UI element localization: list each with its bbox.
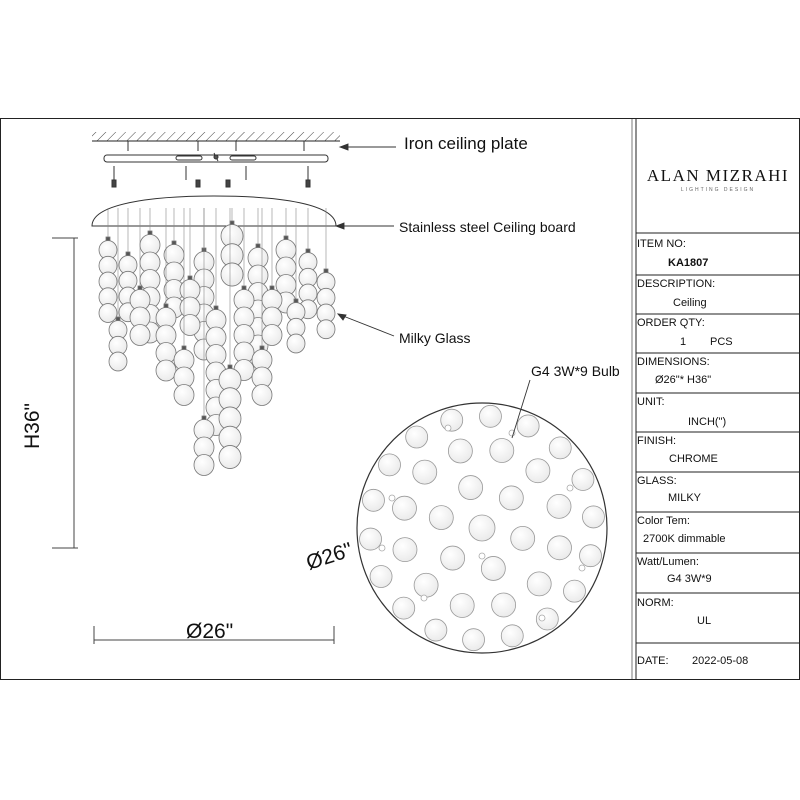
bulb-label: G4 3W*9 Bulb [531, 363, 620, 379]
stainless-steel-ceiling-board [92, 196, 336, 226]
top-view-bubble [360, 528, 382, 550]
description-value: Ceiling [673, 297, 707, 309]
bulb-dot [479, 553, 485, 559]
glass-bead [194, 455, 214, 476]
unit-value: INCH(") [688, 416, 727, 428]
bulb-dot [389, 495, 395, 501]
top-view-bubble [393, 597, 415, 619]
diameter-top-label: Ø26" [303, 538, 356, 575]
top-view-bubble [563, 580, 585, 602]
unit-label: UNIT: [637, 396, 665, 408]
iron-ceiling-plate [104, 141, 328, 187]
glass-bead [180, 315, 200, 336]
bulb-dot [421, 595, 427, 601]
dimensions-label: DIMENSIONS: [637, 356, 710, 368]
top-view-bubble [499, 486, 523, 510]
brand-name: ALAN MIZRAHI [646, 166, 790, 185]
top-view-bubble [441, 546, 465, 570]
item-no-value: KA1807 [668, 257, 709, 269]
top-view-bubble [448, 439, 472, 463]
top-view-bubble [511, 526, 535, 550]
top-view-bubble [547, 494, 571, 518]
item-no-label: ITEM NO: [637, 238, 686, 250]
top-view-bubble [517, 415, 539, 437]
top-view-bubble [392, 496, 416, 520]
milky-glass-label: Milky Glass [399, 330, 471, 346]
iron-ceiling-plate-label: Iron ceiling plate [404, 134, 528, 153]
brand-tagline: LIGHTING DESIGN [680, 187, 756, 193]
top-view-bubble [526, 459, 550, 483]
norm-label: NORM: [637, 597, 674, 609]
bulb-dot [379, 545, 385, 551]
date-value: 2022-05-08 [692, 655, 749, 667]
top-view-bubble [450, 594, 474, 618]
top-view-bubble [549, 437, 571, 459]
top-view-bubble [469, 515, 495, 541]
glass-bead [221, 263, 243, 286]
glass-bead [156, 360, 176, 381]
watt-lumen-value: G4 3W*9 [667, 573, 712, 585]
order-qty-label: ORDER QTY: [637, 317, 705, 329]
color-tem-label: Color Tem: [637, 515, 690, 527]
finish-value: CHROME [669, 453, 718, 465]
top-view-bubble [414, 573, 438, 597]
top-view-bubble [479, 405, 501, 427]
top-view-bubble [490, 438, 514, 462]
glass-label: GLASS: [637, 475, 677, 487]
glass-bead [252, 385, 272, 406]
glass-bead [174, 385, 194, 406]
top-view-bubble [379, 454, 401, 476]
top-view-bubble [572, 468, 594, 490]
glass-value: MILKY [668, 492, 702, 504]
top-view-bubble [582, 506, 604, 528]
diameter-front-label: Ø26" [186, 620, 234, 643]
norm-value: UL [697, 615, 712, 627]
finish-label: FINISH: [637, 435, 677, 447]
watt-lumen-label: Watt/Lumen: [637, 556, 699, 568]
glass-bead [130, 325, 150, 346]
top-view-bubble [481, 556, 505, 580]
height-dimension-label: H36" [20, 403, 44, 449]
top-view-bubble [393, 538, 417, 562]
top-view-bubble [527, 572, 551, 596]
top-view-bubble [459, 476, 483, 500]
top-view-bubble [580, 545, 602, 567]
top-view-bubble [501, 625, 523, 647]
top-view-bubble [429, 506, 453, 530]
dimensions-value: Ø26"* H36" [655, 374, 712, 386]
top-view-bubble [441, 409, 463, 431]
callout-leaders [336, 144, 530, 438]
top-view-bubble [425, 619, 447, 641]
glass-bead [99, 304, 117, 323]
glass-bead [287, 334, 305, 353]
glass-bead [219, 445, 241, 468]
top-view-bubble [463, 629, 485, 651]
bulb-dot [445, 425, 451, 431]
top-view-bubble [370, 566, 392, 588]
stainless-steel-board-label: Stainless steel Ceiling board [399, 219, 576, 235]
top-view-bubble [548, 536, 572, 560]
order-qty-unit: PCS [710, 336, 733, 348]
description-label: DESCRIPTION: [637, 278, 716, 290]
glass-bead [109, 352, 127, 371]
top-view-bubble [406, 426, 428, 448]
glass-bead [317, 320, 335, 339]
top-view-bubble [362, 489, 384, 511]
height-dimension [52, 238, 78, 548]
bulb-dot [579, 565, 585, 571]
bulb-dot [567, 485, 573, 491]
bulb-dot [539, 615, 545, 621]
date-label: DATE: [637, 655, 669, 667]
glass-bead [262, 325, 282, 346]
milky-glass-pendants [99, 208, 335, 476]
order-qty-value: 1 [680, 336, 687, 348]
ceiling-surface [92, 132, 340, 141]
color-tem-value: 2700K dimmable [643, 533, 726, 545]
top-view-bubble [413, 460, 437, 484]
top-view-bubble [492, 593, 516, 617]
